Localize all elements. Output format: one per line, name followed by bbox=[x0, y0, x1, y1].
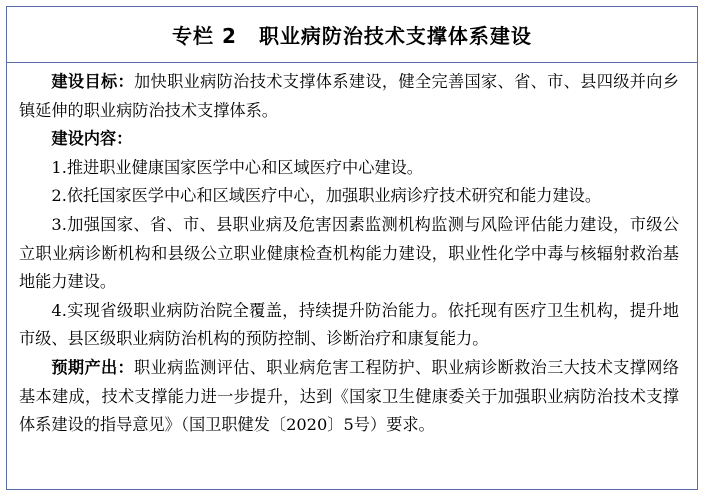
goal-label: 建设目标： bbox=[51, 72, 135, 91]
output-paragraph bbox=[19, 354, 679, 440]
content-item-2: 2.依托国家医学中心和区域医疗中心，加强职业病诊疗技术研究和能力建设。 bbox=[51, 186, 602, 206]
column-box bbox=[6, 6, 698, 490]
content-heading-paragraph bbox=[19, 125, 679, 154]
column-title bbox=[7, 7, 697, 63]
content-item-4: 4.实现省级职业病防治院全覆盖，持续提升防治能力。依托现有医疗卫生机构，提升地市级、县区级职业病防治机构的预防控制、诊断治疗和康复能力。 bbox=[19, 300, 679, 349]
content-item-1: 1.推进职业健康国家医学中心和区域医疗中心建设。 bbox=[51, 157, 423, 177]
output-label: 预期产出： bbox=[51, 357, 135, 377]
column-title-text: 职业病防治技术支撑体系建设 bbox=[258, 24, 532, 48]
goal-text: 加快职业病防治技术支撑体系建设，健全完善国家、省、市、县四级并向乡镇延伸的职业病防治技术支撑体系。 bbox=[19, 72, 679, 120]
column-content bbox=[7, 63, 697, 440]
column-number: 专栏 2 bbox=[172, 24, 237, 48]
goal-paragraph bbox=[19, 68, 679, 125]
content-label: 建设内容： bbox=[51, 129, 133, 149]
output-text: 职业病监测评估、职业病危害工程防护、职业病诊断救治三大技术支撑网络基本建成，技术支撑能力进一步提升，达到《国家卫生健康委关于加强职业病防治技术支撑体系建设的指导意见》（国卫职健发〔2020〕5号）要求。 bbox=[19, 357, 679, 435]
content-item-3: 3.加强国家、省、市、县职业病及危害因素监测机构监测与风险评估能力建设，市级公立职业病诊断机构和县级公立职业健康检查机构能力建设，职业性化学中毒与核辐射救治基地能力建设。 bbox=[19, 214, 679, 292]
